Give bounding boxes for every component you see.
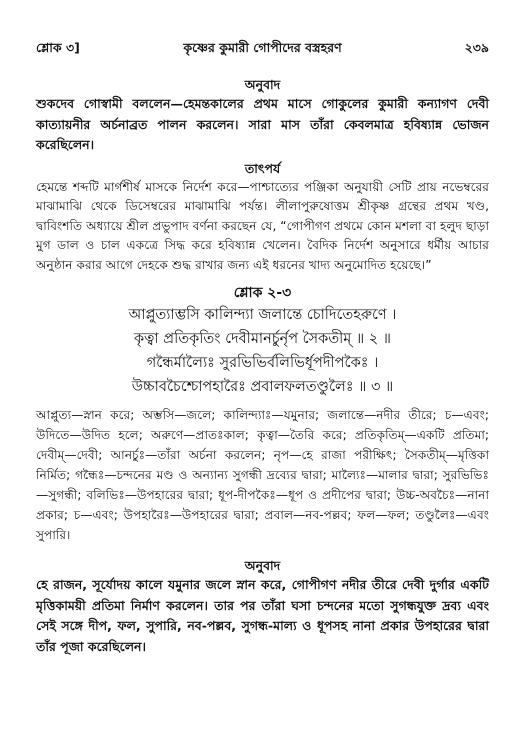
translation-heading: অনুবাদ bbox=[244, 77, 281, 92]
running-header bbox=[36, 40, 489, 60]
translation-text: শুকদেব গোস্বামী বললেন—হেমন্তকালের প্রথম মাসে গোকুলের কুমারী কন্যাগণ দেবী কাত্যায়নীর অর্চনাব্রত পালন করলেন। সারা মাস তাঁরা কেবলমাত্র হবিষ্যান্ন ভোজন করেছিলেন। bbox=[36, 96, 489, 152]
purport-text: হেমন্তে শব্দটি মার্গশীর্ষ মাসকে নির্দেশ করে—পাশ্চাত্যের পঞ্জিকা অনুযায়ী সেটি প্রায় নভেম্বরের মাঝামাঝি থেকে ডিসেম্বরের মাঝামাঝি পর্যন্ত। লীলাপুরুষোত্তম শ্রীকৃষ্ণ গ্রন্থের প্রথম খণ্ড, দ্বাবিংশতি অধ্যায়ে শ্রীল প্রভুপাদ বর্ণনা করছেন যে, “গোপীগণ প্রথমে কোন মশলা বা হলুদ ছাড়া মুগ ডাল ও চাল একত্রে সিদ্ধ করে হবিষ্যান্ন খেলেন। বৈদিক নির্দেশ অনুসারে ধর্মীয় আচার অনুষ্ঠান করার আগে দেহকে শুদ্ধ রাখার জন্য এই ধরনের খাদ্য অনুমোদিত হয়েছে।” bbox=[36, 179, 489, 272]
verse-line: আপ্লুত্যাম্ভসি কালিন্দ্যা জলান্তে চোদিতেহরুণে । bbox=[128, 307, 397, 323]
translation-heading-2: অনুবাদ bbox=[244, 558, 281, 574]
translation-text-2: হে রাজন, সূর্যোদয় কালে যমুনার জলে স্নান করে, গোপীগণ নদীর তীরে দেবী দুর্গার একটি মৃত্তিকাময়ী প্রতিমা নির্মাণ করলেন। তার পর তাঁরা ঘসা চন্দনের মতো সুগন্ধযুক্ত দ্রব্য এবং সেই সঙ্গে দীপ, ফল, সুপারি, নব-পল্লব, সুগন্ধ-মাল্য ও ধূপসহ নানা প্রকার উপহারের দ্বারা তাঁর পূজা করেছিলেন। bbox=[36, 577, 489, 654]
page-number: ২৩৯ bbox=[464, 40, 489, 55]
verse-number-heading: শ্লোক ২-৩ bbox=[233, 285, 292, 301]
verse-line: উচ্চাবচৈশ্চোপহারৈঃ প্রবালফলতণ্ডুলৈঃ ॥ ৩ ॥ bbox=[131, 379, 394, 395]
purport-heading: তাৎপর্য bbox=[244, 160, 281, 176]
word-meanings: আপ্লুত্য—স্নান করে; অম্ভসি—জলে; কালিন্দ্যাঃ—যমুনার; জলান্তে—নদীর তীরে; চ—এবং; উদিতে—উদিত হলে; অরুণে—প্রাতঃকাল; কৃত্বা—তৈরি করে; প্রতিকৃতিম্—একটি প্রতিমা; দেবীম্—দেবী; আনর্চুঃ—তাঁরা অর্চনা করলেন; নৃপ—হে রাজা পরীক্ষিৎ; সৈকতীম্—মৃত্তিকা নির্মিত; গন্ধৈঃ—চন্দনের মণ্ড ও অন্যান্য সুগন্ধী দ্রব্যের দ্বারা; মাল্যৈঃ—মালার দ্বারা; সুরভিভিঃ—সুগন্ধী; বলিভিঃ—উপহারের দ্বারা; ধূপ-দীপকৈঃ—ধূপ ও প্রদীপের দ্বারা; উচ্চ-অবচৈঃ—নানা প্রকার; চ—এবং; উপহারৈঃ—উপহারের দ্বারা; প্রবাল—নব-পল্লব; ফল—ফল; তণ্ডুলৈঃ—এবং সুপারি। bbox=[36, 408, 489, 542]
verse-reference: শ্লোক ৩] bbox=[36, 40, 80, 55]
chapter-title: কৃষ্ণের কুমারী গোপীদের বস্ত্রহরণ bbox=[183, 40, 342, 55]
verse-line: কৃত্বা প্রতিকৃতিং দেবীমানর্চুর্নৃপ সৈকতীম্ ॥ ২ ॥ bbox=[133, 331, 392, 347]
verse-line: গন্ধৈর্মাল্যৈঃ সুরভিভির্বলিভির্ধূপদীপকৈঃ । bbox=[146, 355, 379, 371]
page-body bbox=[36, 76, 489, 657]
